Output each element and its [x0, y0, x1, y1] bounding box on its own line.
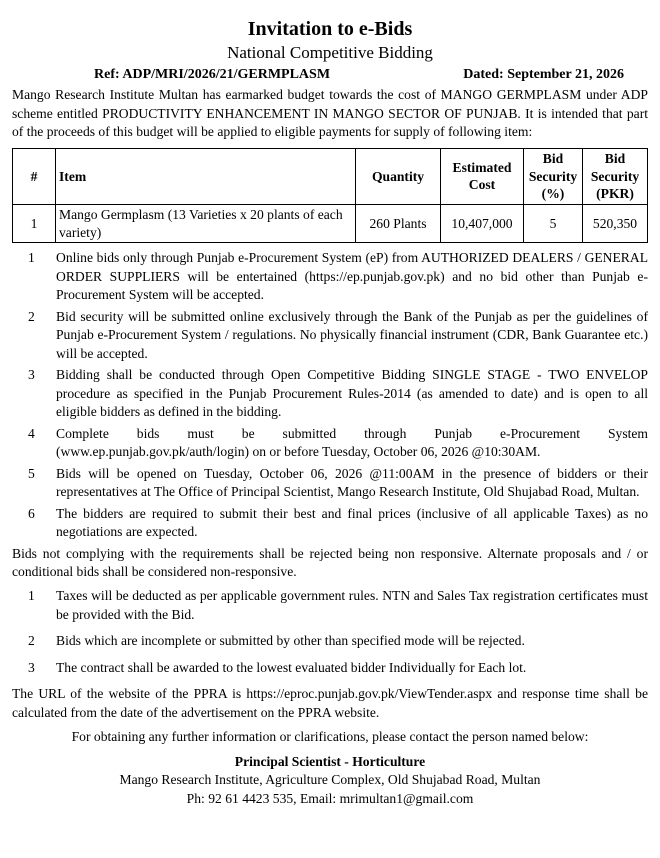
rejection-note: Bids not complying with the requirements shall be rejected being non responsive. Alternate proposals and / or conditional bids shall be considered non-responsive. [12, 545, 648, 579]
document-title: Invitation to e-Bids [247, 18, 413, 40]
terms-list [12, 249, 648, 541]
cell-bid-security-pct: 5 [524, 204, 583, 242]
list-item-text: Taxes will be deducted as per applicable government rules. NTN and Sales Tax registration certificates must be provided with the Bid. [56, 588, 648, 622]
intro-paragraph: Mango Research Institute Multan has earmarked budget towards the cost of MANGO GERMPLASM under ADP scheme entitled PRODUCTIVITY ENHANCEMENT IN MANGO SECTOR OF PUNJAB. It is intended that part of the proceeds of this budget will be applied to eligible payments for supply of following item: [12, 87, 648, 140]
document-page [12, 0, 648, 808]
list-item-number: 5 [28, 465, 35, 481]
contact-address: Mango Research Institute, Agriculture Complex, Old Shujabad Road, Multan [119, 772, 541, 788]
contact-phone-email: Ph: 92 61 4423 535, Email: mrimultan1@gmail.com [186, 790, 474, 806]
contact-title: Principal Scientist - Horticulture [234, 753, 426, 769]
header-bid-security-pkr: Bid Security (PKR) [583, 148, 648, 204]
cell-item: Mango Germplasm (13 Varieties x 20 plants of each variety) [56, 204, 356, 242]
list-item-number: 3 [28, 659, 35, 675]
list-item [12, 425, 648, 462]
list-item-text: Bid security will be submitted online exclusively through the Bank of the Punjab as per the guidelines of Punjab e-Procurement System / regulations. No physically financial instrument (CDR, Bank Guarantee etc.) will be accepted. [56, 308, 648, 361]
list-item [12, 505, 648, 542]
list-item-text: Bids which are incomplete or submitted by other than specified mode will be rejected. [56, 633, 525, 649]
list-item-text: Bids will be opened on Tuesday, October 06, 2026 @11:00AM in the presence of bidders or their representatives at The Office of Principal Scientist, Mango Research Institute, Old Shujabad Road, Multan. [56, 465, 648, 500]
cell-num: 1 [13, 204, 56, 242]
table-header-row [13, 148, 648, 204]
list-item [12, 366, 648, 421]
reference-line [12, 65, 648, 84]
header-estimated-cost: Estimated Cost [441, 148, 524, 204]
items-table [12, 148, 648, 243]
conditions-list [12, 587, 648, 677]
list-item-text: Bidding shall be conducted through Open Competitive Bidding SINGLE STAGE - TWO ENVELOP procedure as specified in the Punjab Procurement Rules-2014 (as amended to date) and is open to all eligible bidders as defined in the bidding. [56, 367, 648, 420]
reference-number: Ref: ADP/MRI/2026/21/GERMPLASM [94, 67, 331, 83]
list-item-number: 1 [28, 588, 35, 604]
header-quantity: Quantity [356, 148, 441, 204]
list-item-number: 2 [28, 633, 35, 649]
table-row [13, 204, 648, 242]
list-item [12, 659, 648, 677]
cell-bid-security-pkr: 520,350 [583, 204, 648, 242]
list-item-text: Online bids only through Punjab e-Procurement System (eP) from AUTHORIZED DEALERS / GENERAL ORDER SUPPLIERS will be entertained (https://ep.punjab.gov.pk) and no bid other than Punjab e-Procurement System will be accepted. [56, 250, 648, 303]
header-bid-security-pct: Bid Security (%) [524, 148, 583, 204]
date-line: Dated: September 21, 2026 [463, 67, 624, 83]
document-subtitle: National Competitive Bidding [227, 43, 433, 62]
list-item [12, 308, 648, 363]
header-item: Item [56, 148, 356, 204]
list-item [12, 632, 648, 650]
list-item [12, 465, 648, 502]
list-item-number: 2 [28, 308, 35, 324]
ppra-note: The URL of the website of the PPRA is https://eproc.punjab.gov.pk/ViewTender.aspx and response time shall be calculated from the date of the advertisement on the PPRA website. [12, 686, 648, 720]
header-num: # [13, 148, 56, 204]
list-item-text: The bidders are required to submit their best and final prices (inclusive of all applicable Taxes) as no negotiations are expected. [56, 505, 648, 540]
cell-quantity: 260 Plants [356, 204, 441, 242]
list-item-number: 3 [28, 367, 35, 383]
contact-intro: For obtaining any further information or clarifications, please contact the person named below: [71, 729, 589, 745]
list-item-number: 6 [28, 505, 35, 521]
cell-estimated-cost: 10,407,000 [441, 204, 524, 242]
list-item-number: 1 [28, 250, 35, 266]
list-item-number: 4 [28, 425, 35, 441]
list-item [12, 249, 648, 304]
list-item-text: Complete bids must be submitted through Punjab e-Procurement System (www.ep.punjab.gov.pk/auth/login) on or before Tuesday, October 06, 2026 @10:30AM. [56, 425, 648, 460]
list-item [12, 587, 648, 624]
list-item-text: The contract shall be awarded to the lowest evaluated bidder Individually for Each lot. [56, 659, 527, 675]
